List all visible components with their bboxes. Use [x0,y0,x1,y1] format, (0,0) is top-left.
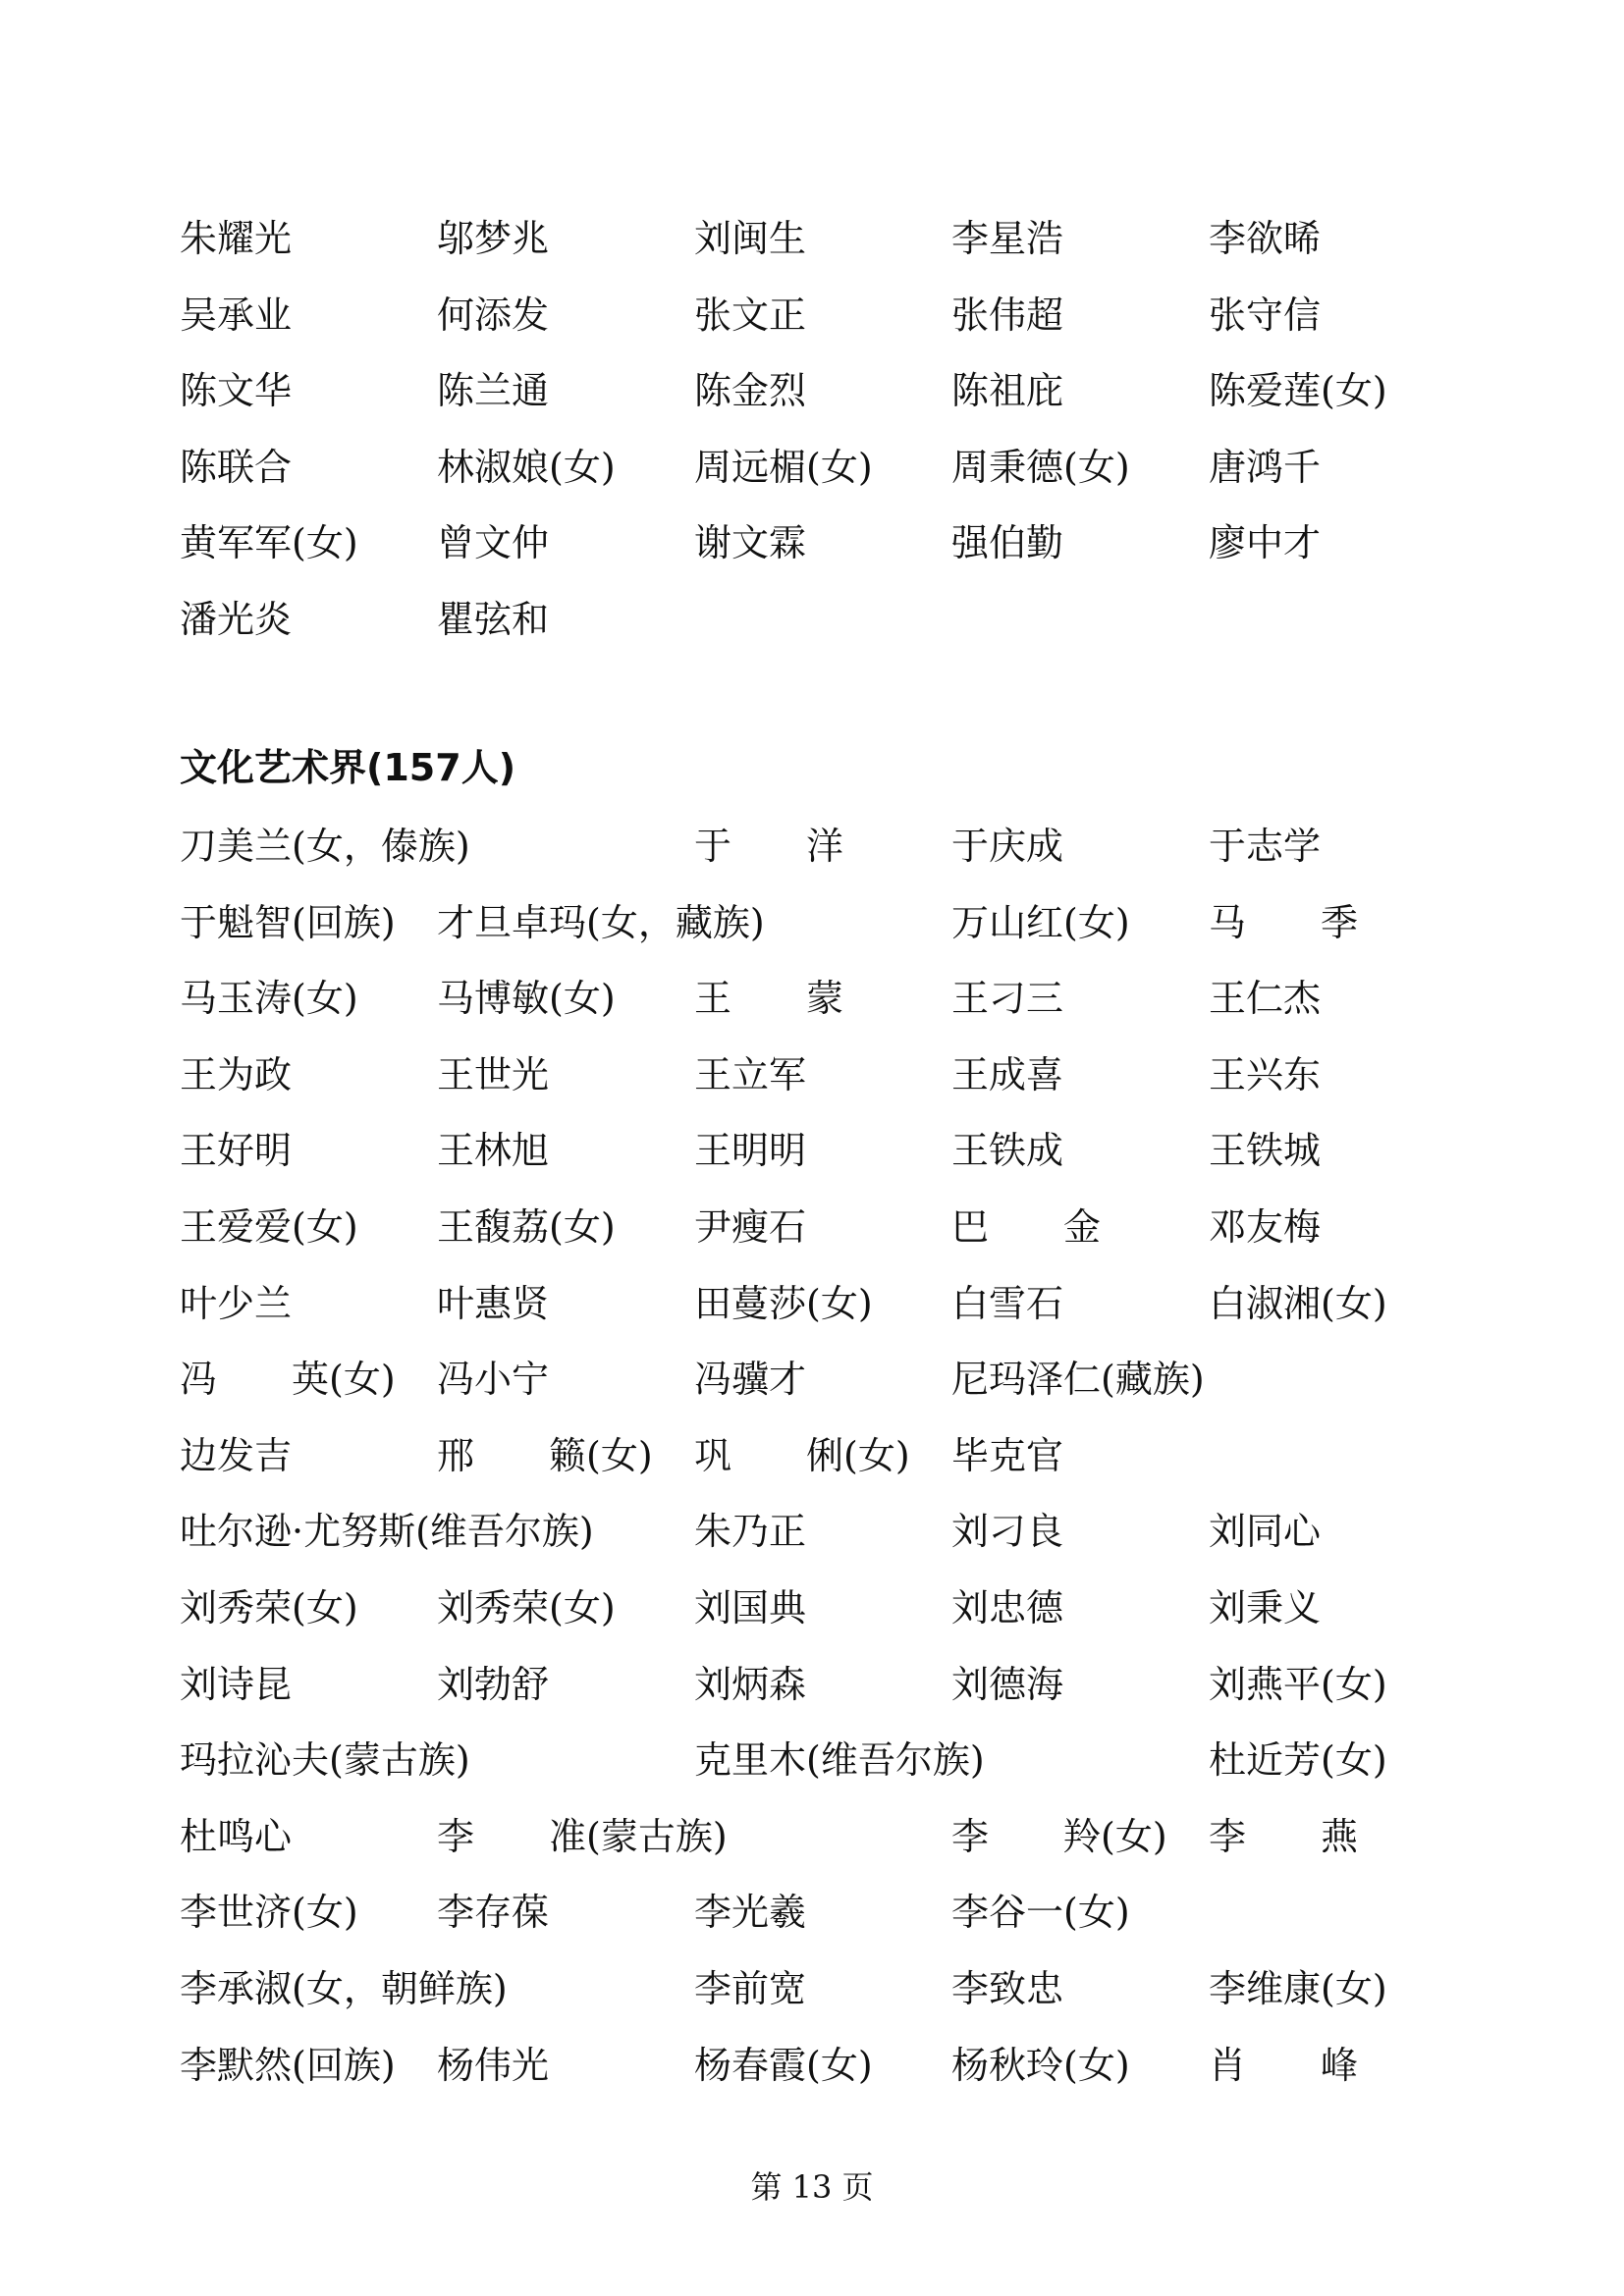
name-entry: 李 燕 [1209,1814,1359,1858]
name-entry: 冯 英(女) [180,1358,396,1402]
name-entry: 于魁智(回族) [180,900,396,944]
name-entry: 刀美兰(女，傣族) [180,825,470,868]
name-entry: 王好明 [180,1129,293,1173]
name-entry: 李星浩 [951,217,1064,260]
name-entry: 马玉涛(女) [180,977,358,1021]
name-entry: 李 羚(女) [951,1814,1167,1858]
name-entry: 刘燕平(女) [1209,1662,1387,1706]
name-entry: 朱耀光 [180,217,293,260]
name-entry: 王世光 [437,1052,550,1096]
name-entry: 李前宽 [694,1966,807,2010]
name-entry: 李默然(回族) [180,2043,396,2087]
name-entry: 王兴东 [1209,1052,1322,1096]
name-entry: 周秉德(女) [951,445,1130,489]
name-entry: 万山红(女) [951,900,1130,944]
name-entry: 田蔓莎(女) [694,1281,873,1325]
name-entry: 吐尔逊·尤努斯(维吾尔族) [180,1510,594,1554]
name-entry: 杨伟光 [437,2043,550,2087]
name-entry: 刘秀荣(女) [180,1585,358,1629]
name-entry: 周远楣(女) [694,445,873,489]
name-entry: 白雪石 [951,1281,1064,1325]
name-entry: 尼玛泽仁(藏族) [951,1358,1205,1402]
name-entry: 朱乃正 [694,1510,807,1554]
name-entry: 王成喜 [951,1052,1064,1096]
name-entry: 邓友梅 [1209,1204,1322,1249]
name-entry: 谢文霖 [694,521,807,565]
name-entry: 于志学 [1209,825,1322,868]
name-entry: 叶少兰 [180,1281,293,1325]
name-entry: 王仁杰 [1209,977,1322,1021]
name-entry: 陈祖庇 [951,369,1064,413]
name-entry: 张伟超 [951,293,1064,337]
name-entry: 刘诗昆 [180,1662,293,1706]
name-entry: 刘国典 [694,1585,807,1629]
name-entry: 李世济(女) [180,1891,358,1935]
name-entry: 李欲晞 [1209,217,1322,260]
name-entry: 玛拉沁夫(蒙古族) [180,1738,470,1783]
name-entry: 王为政 [180,1052,293,1096]
name-entry: 李谷一(女) [951,1891,1130,1935]
name-entry: 巩 俐(女) [694,1433,910,1477]
name-entry: 于庆成 [951,825,1064,868]
name-entry: 吴承业 [180,293,293,337]
name-entry: 尹瘦石 [694,1204,807,1249]
name-entry: 克里木(维吾尔族) [694,1738,985,1783]
name-entry: 廖中才 [1209,521,1322,565]
name-entry: 刘秉义 [1209,1585,1322,1629]
name-entry: 曾文仲 [437,521,550,565]
name-entry: 黄军军(女) [180,521,358,565]
name-entry: 张文正 [694,293,807,337]
name-entry: 张守信 [1209,293,1322,337]
name-entry: 唐鸿千 [1209,445,1322,489]
name-entry: 陈兰通 [437,369,550,413]
name-entry: 邢 籁(女) [437,1433,653,1477]
name-entry: 陈文华 [180,369,293,413]
name-entry: 陈联合 [180,445,293,489]
name-entry: 林淑娘(女) [437,445,616,489]
name-entry: 李承淑(女，朝鲜族) [180,1966,508,2010]
name-entry: 刘勃舒 [437,1662,550,1706]
name-entry: 肖 峰 [1209,2043,1359,2087]
name-entry: 强伯勤 [951,521,1064,565]
name-entry: 刘闽生 [694,217,807,260]
name-entry: 王铁城 [1209,1129,1322,1173]
name-entry: 李维康(女) [1209,1966,1387,2010]
name-entry: 王林旭 [437,1129,550,1173]
name-entry: 杨秋玲(女) [951,2043,1130,2087]
name-entry: 王刁三 [951,977,1064,1021]
name-entry: 李存葆 [437,1891,550,1935]
name-entry: 王 蒙 [694,977,844,1021]
name-entry: 刘秀荣(女) [437,1585,616,1629]
name-entry: 李 准(蒙古族) [437,1814,728,1858]
name-entry: 冯骥才 [694,1358,807,1402]
name-entry: 刘德海 [951,1662,1064,1706]
name-entry: 王明明 [694,1129,807,1173]
name-entry: 叶惠贤 [437,1281,550,1325]
name-entry: 王爱爱(女) [180,1204,358,1249]
name-entry: 王立军 [694,1052,807,1096]
name-entry: 潘光炎 [180,597,293,641]
name-entry: 何添发 [437,293,550,337]
name-entry: 刘炳森 [694,1662,807,1706]
section-heading: 文化艺术界(157人) [180,746,516,789]
name-entry: 刘刁良 [951,1510,1064,1554]
name-entry: 白淑湘(女) [1209,1281,1387,1325]
name-entry: 邬梦兆 [437,217,550,260]
name-entry: 马博敏(女) [437,977,616,1021]
name-entry: 边发吉 [180,1433,293,1477]
name-entry: 刘忠德 [951,1585,1064,1629]
name-entry: 王馥荔(女) [437,1204,616,1249]
name-entry: 刘同心 [1209,1510,1322,1554]
name-entry: 陈金烈 [694,369,807,413]
name-entry: 毕克官 [951,1433,1064,1477]
name-entry: 马 季 [1209,900,1359,944]
name-entry: 李致忠 [951,1966,1064,2010]
name-entry: 王铁成 [951,1129,1064,1173]
name-entry: 杨春霞(女) [694,2043,873,2087]
name-entry: 瞿弦和 [437,597,550,641]
name-entry: 李光羲 [694,1891,807,1935]
name-entry: 杜近芳(女) [1209,1738,1387,1783]
name-entry: 陈爱莲(女) [1209,369,1387,413]
name-entry: 冯小宁 [437,1358,550,1402]
name-entry: 才旦卓玛(女，藏族) [437,900,765,944]
page-number: 第 13 页 [750,2168,874,2206]
name-entry: 巴 金 [951,1204,1102,1249]
name-entry: 杜鸣心 [180,1814,293,1858]
name-entry: 于 洋 [694,825,844,868]
